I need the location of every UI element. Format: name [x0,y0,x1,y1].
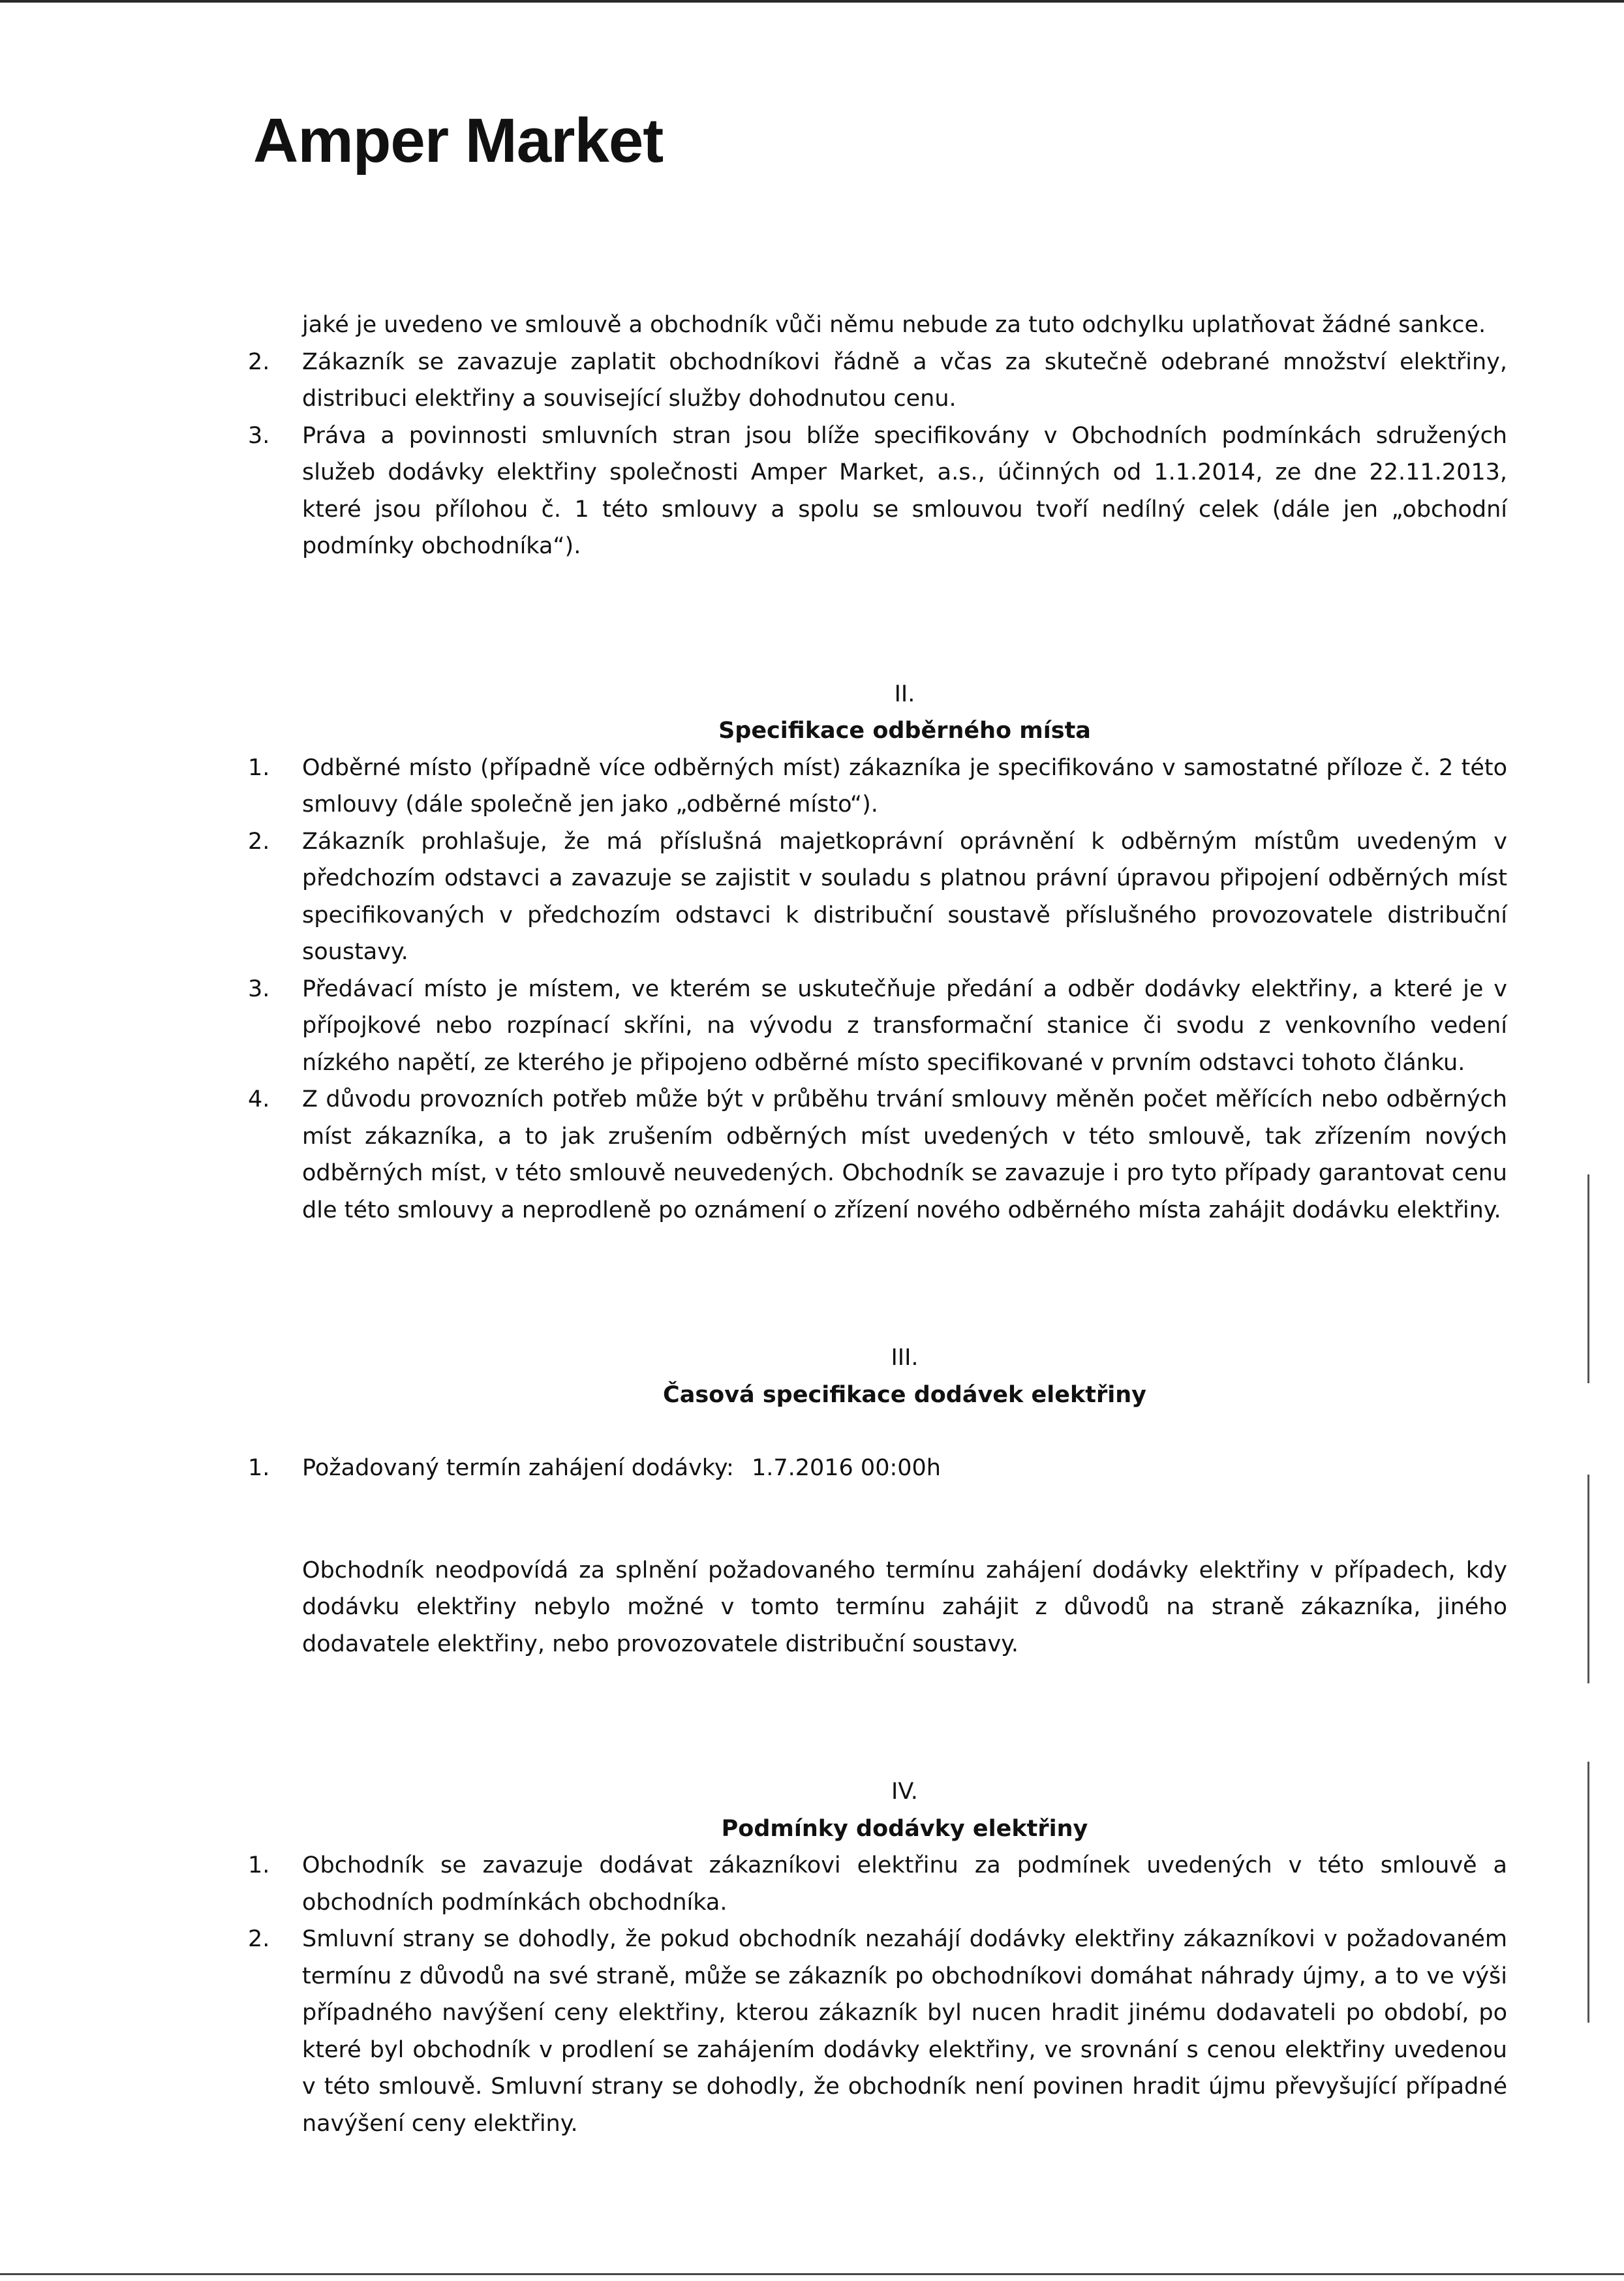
paragraph-item [248,750,1507,823]
scan-margin-line [1587,1475,1589,1683]
section-number: IV. [891,1779,918,1805]
paragraph-item [248,1921,1507,2142]
section-number: III. [891,1345,919,1371]
section-title: Podmínky dodávky elektřiny [721,1815,1088,1842]
start-date-label: Požadovaný termín zahájení dodávky: [302,1455,734,1481]
document-body [248,307,1507,2142]
paragraph-item [248,344,1507,418]
paragraph-text: Obchodník se zavazuje dodávat zákazníkovi elektřinu za podmínek uvedených v této smlouvě a obchodních podmínkách obchodníka. [302,1852,1507,1916]
paragraph-text: Z důvodu provozních potřeb může být v průběhu trvání smlouvy měněn počet měřících nebo odběrných míst zákazníka, a to jak zrušením odběrných míst uvedených v této smlouvě, tak zřízením nových odběrných míst, v této smlouvě neuvedených. Obchodník se zavazuje i pro tyto případy garantovat cenu dle této smlouvy a neprodleně po oznámení o zřízení nového odběrného místa zahájit dodávku elektřiny. [302,1086,1507,1223]
paragraph-item [248,1450,1507,1487]
paragraph-text: Smluvní strany se dohodly, že pokud obchodník nezahájí dodávky elektřiny zákazníkovi v požadovaném termínu z důvodů na své straně, může se zákazník po obchodníkovi domáhat náhrady újmy, a to ve výši případného navýšení ceny elektřiny, kterou zákazník byl nucen hradit jinému dodavateli po období, po které byl obchodník v prodlení se zahájením dodávky elektřiny, ve srovnání s cenou elektřiny uvedenou v této smlouvě. Smluvní strany se dohodly, že obchodník není povinen hradit újmu převyšující případné navýšení ceny elektřiny. [302,1926,1507,2137]
paragraph-number: 2. [248,828,270,855]
paragraph-text: Zákazník prohlašuje, že má příslušná majetkoprávní oprávnění k odběrným místům uvedeným v předchozím odstavci a zavazuje se zajistit v souladu s platnou právní úpravou připojení odběrných míst specifikovaných v předchozím odstavci k distribuční soustavě příslušného provozovatele distribuční soustavy. [302,828,1507,965]
section-number: II. [894,681,915,707]
paragraph-item [248,1847,1507,1921]
scan-margin-line [1587,1174,1589,1383]
paragraph-text: Obchodník neodpovídá za splnění požadovaného termínu zahájení dodávky elektřiny v případech, kdy dodávku elektřiny nebylo možné v tomto termínu zahájit z důvodů na straně zákazníka, jiného dodavatele elektřiny, nebo provozovatele distribuční soustavy. [302,1557,1507,1657]
paragraph-number: 1. [248,754,270,781]
section-title: Časová specifikace dodávek elektřiny [663,1381,1146,1408]
paragraph-number: 2. [248,1926,270,1952]
paragraph-number: 3. [248,975,270,1002]
paragraph-number: 3. [248,422,270,449]
start-date-value: 1.7.2016 00:00h [751,1455,941,1481]
scan-margin-line [1587,1762,1589,2023]
paragraph-note [248,1552,1507,1663]
paragraph-continuation [248,307,1507,344]
paragraph-text: Odběrné místo (případně více odběrných míst) zákazníka je specifikováno v samostatné příloze č. 2 této smlouvy (dále společně jen jako „odběrné místo“). [302,754,1507,818]
paragraph-text: Předávací místo je místem, ve kterém se uskutečňuje předání a odběr dodávky elektřiny, a které je v přípojkové nebo rozpínací skříni, na vývodu z transformační stanice či svodu z venkovního vedení nízkého napětí, ze kterého je připojeno odběrné místo specifikované v prvním odstavci tohoto článku. [302,975,1507,1076]
paragraph-number: 1. [248,1455,270,1481]
company-logo: Amper Market [253,106,664,176]
top-border [0,0,1624,3]
paragraph-number: 4. [248,1086,270,1112]
paragraph-item [248,1081,1507,1229]
paragraph-text: jaké je uvedeno ve smlouvě a obchodník vůči němu nebude za tuto odchylku uplatňovat žádné sankce. [302,312,1486,338]
section-title: Specifikace odběrného místa [718,718,1091,744]
paragraph-item [248,823,1507,971]
paragraph-text: Práva a povinnosti smluvních stran jsou blíže specifikovány v Obchodních podmínkách sdružených služeb dodávky elektřiny společnosti Amper Market, a.s., účinných od 1.1.2014, ze dne 22.11.2013, které jsou přílohou č. 1 této smlouvy a spolu se smlouvou tvoří nedílný celek (dále jen „obchodní podmínky obchodníka“). [302,422,1507,559]
paragraph-number: 2. [248,348,270,375]
paragraph-item [248,418,1507,565]
bottom-border [0,2273,1624,2275]
paragraph-text: Zákazník se zavazuje zaplatit obchodníkovi řádně a včas za skutečně odebrané množství elektřiny, distribuci elektřiny a související služby dohodnutou cenu. [302,348,1507,412]
paragraph-number: 1. [248,1852,270,1878]
paragraph-item [248,971,1507,1082]
